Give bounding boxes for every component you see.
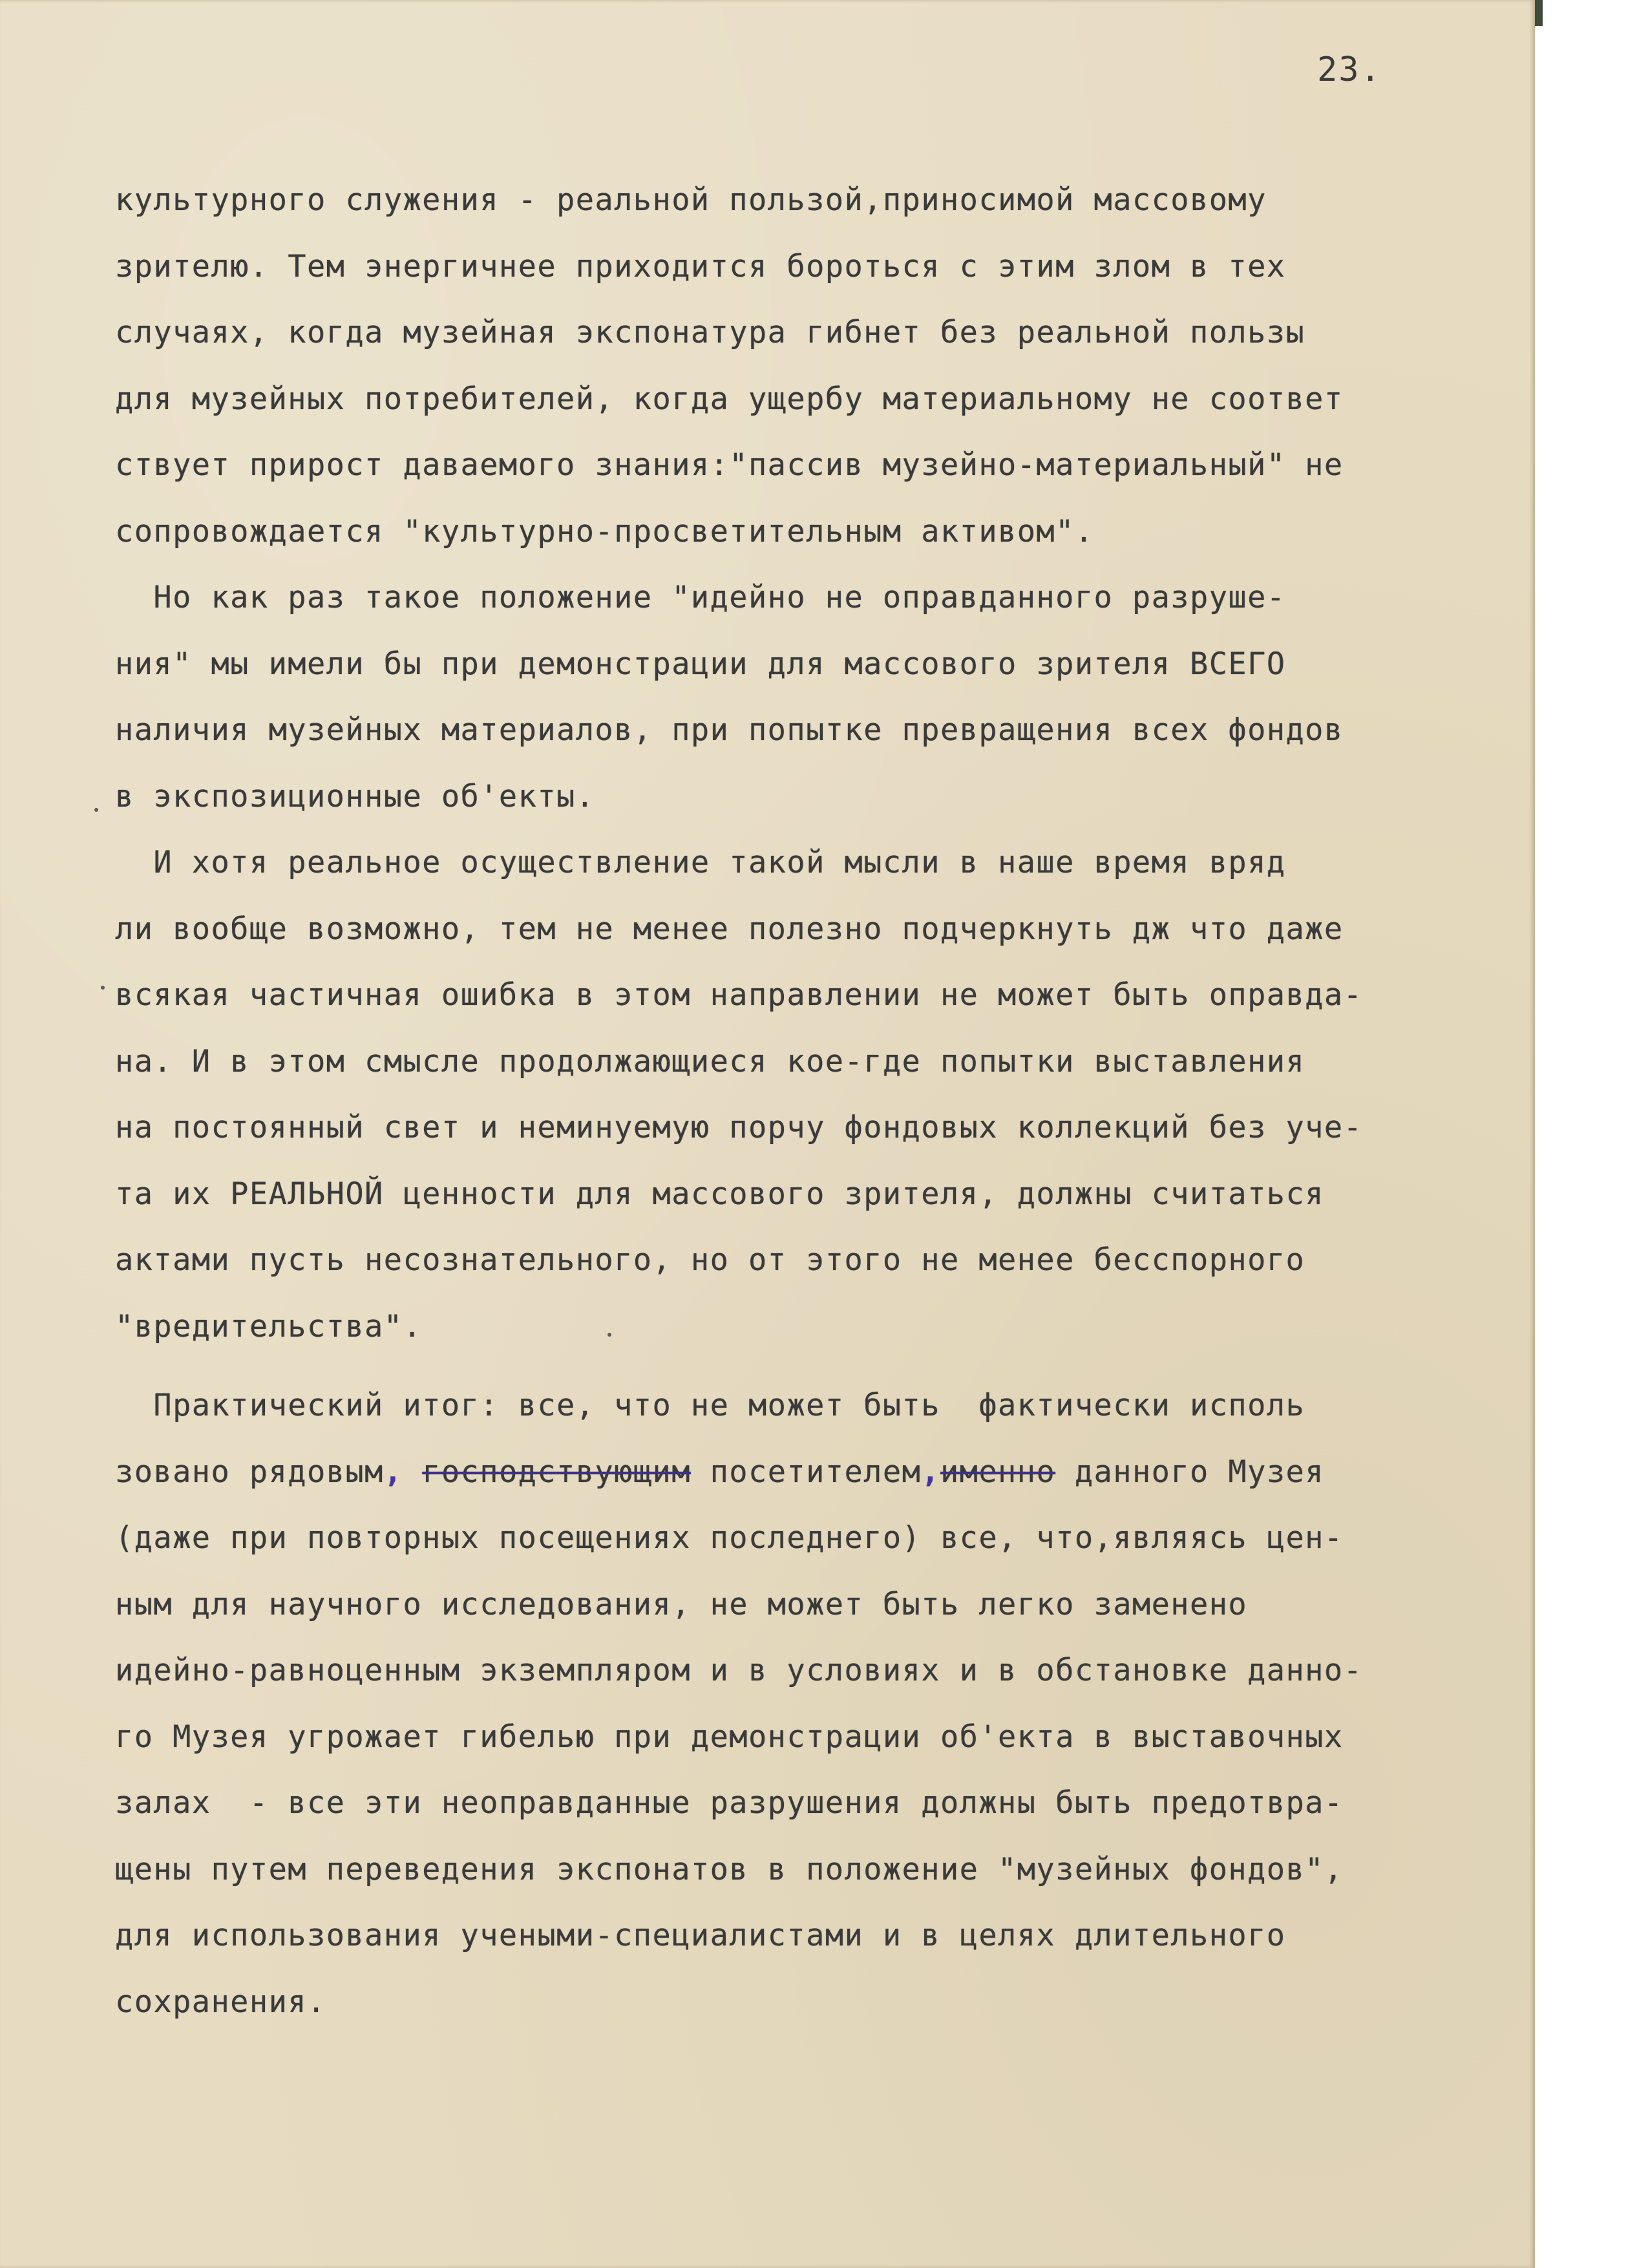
text-line: И хотя реальное осуществление такой мысли в наше время вряд <box>115 845 1286 880</box>
text-line: всякая частичная ошибка в этом направлении не может быть оправда- <box>115 977 1363 1013</box>
margin-mark <box>94 808 98 812</box>
text-line: на постоянный свет и неминуемую порчу фондовых коллекций без уче- <box>115 1110 1363 1145</box>
text-segment: данного Музея <box>1055 1454 1324 1490</box>
text-line: Но как раз такое положение "идейно не оправданного разруше- <box>115 580 1286 615</box>
text-line: щены путем переведения экспонатов в положение "музейных фондов", <box>115 1852 1344 1887</box>
text-line: наличия музейных материалов, при попытке превращения всех фондов <box>115 712 1344 748</box>
text-line: для музейных потребителей, когда ущербу материальному не соответ <box>115 381 1344 417</box>
text-line: для использования учеными-специалистами и в целях длительного <box>115 1918 1286 1953</box>
text-line: сопровождается "культурно-просветительным активом". <box>115 514 1094 549</box>
pen-comma: , <box>921 1454 940 1490</box>
text-line: в экспозиционные об'екты. <box>115 779 595 814</box>
text-line: зрителю. Тем энергичнее приходится бороться с этим злом в тех <box>115 249 1286 284</box>
text-line: ли вообще возможно, тем не менее полезно подчеркнуть дж что даже <box>115 911 1344 947</box>
pen-comma: , <box>383 1454 403 1490</box>
text-line: ния" мы имели бы при демонстрации для массового зрителя ВСЕГО <box>115 646 1286 682</box>
text-line: та их РЕАЛЬНОЙ ценности для массового зрителя, должны считаться <box>115 1176 1324 1212</box>
text-line: культурного служения - реальной пользой,приносимой массовому <box>115 182 1267 218</box>
text-line: ствует прирост даваемого знания:"пассив музейно-материальный" не <box>115 447 1344 483</box>
text-line: ным для научного исследования, не может быть легко заменено <box>115 1587 1248 1622</box>
text-line: Практический итог: все, что не может быть фактически исполь <box>115 1388 1305 1423</box>
text-line: сохранения. <box>115 1984 326 2020</box>
text-line: залах - все эти неоправданные разрушения должны быть предотвра- <box>115 1785 1344 1821</box>
stray-mark <box>607 1333 611 1337</box>
text-segment: зовано рядовым <box>115 1454 384 1490</box>
struck-out-word: господствующим <box>422 1454 691 1490</box>
scanner-background <box>1535 0 1648 2268</box>
text-line: случаях, когда музейная экспонатура гибнет без реальной пользы <box>115 315 1305 350</box>
text-segment: посетителем <box>690 1454 922 1490</box>
text-line: на. И в этом смысле продолжающиеся кое-где попытки выставления <box>115 1044 1305 1079</box>
text-line: го Музея угрожает гибелью при демонстрации об'екта в выставочных <box>115 1719 1344 1755</box>
struck-out-word: именно <box>940 1454 1056 1490</box>
page-number: 23. <box>1317 50 1382 89</box>
text-line: "вредительства". <box>115 1309 423 1344</box>
margin-mark <box>101 986 105 990</box>
text-line-with-corrections <box>115 1454 1324 1490</box>
scanner-edge <box>1535 0 1543 26</box>
text-line: актами пусть несознательного, но от этого не менее бесспорного <box>115 1242 1305 1278</box>
text-line: (даже при повторных посещениях последнего) все, что,являясь цен- <box>115 1520 1344 1556</box>
text-line: идейно-равноценным экземпляром и в условиях и в обстановке данно- <box>115 1653 1363 1688</box>
